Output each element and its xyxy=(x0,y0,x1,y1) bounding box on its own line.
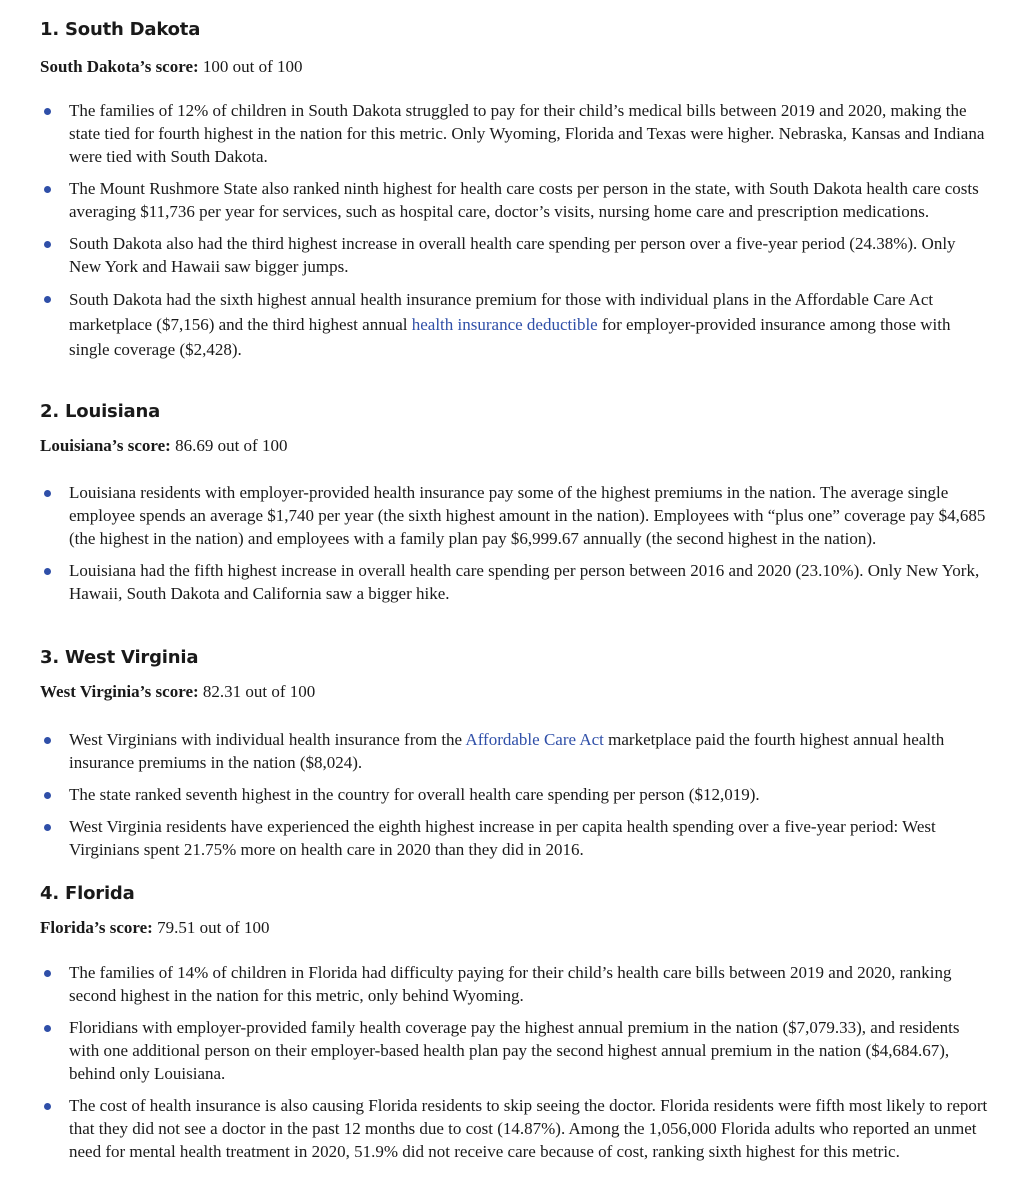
list-item xyxy=(40,961,990,1007)
score-line xyxy=(40,682,315,702)
section-heading: 3. West Virginia xyxy=(40,647,199,668)
bullet-dot xyxy=(44,1025,51,1032)
bullet-dot xyxy=(44,296,51,303)
bullet-list xyxy=(40,728,990,861)
bullet-dot xyxy=(44,490,51,497)
list-item xyxy=(40,481,990,550)
list-item-text: for employer-provided insurance among those with single coverage ($2,428). xyxy=(69,315,951,359)
bullet-dot xyxy=(44,824,51,831)
list-item xyxy=(40,287,990,362)
score-value: 86.69 out of 100 xyxy=(170,436,288,455)
bullet-dot xyxy=(44,792,51,799)
bullet-dot xyxy=(44,970,51,977)
list-item xyxy=(40,232,990,278)
bullet-dot xyxy=(44,1103,51,1110)
list-item-text: South Dakota also had the third highest increase in overall health care spending per person over a five-year period (24.38%). Only New York and Hawaii saw bigger jumps. xyxy=(69,234,956,276)
score-value: 79.51 out of 100 xyxy=(152,918,270,937)
list-item-text: The state ranked seventh highest in the country for overall health care spending per person ($12,019). xyxy=(69,785,760,804)
section-heading: 1. South Dakota xyxy=(40,19,201,40)
score-label: Florida’s score: xyxy=(40,918,153,937)
list-item-text: The families of 12% of children in South Dakota struggled to pay for their child’s medical bills between 2019 and 2020, making the state tied for fourth highest in the nation for this metric. Only Wyoming, Florida and Texas were higher. Nebraska, Kansas and Indiana were tied with South Dakota. xyxy=(69,101,985,166)
bullet-list xyxy=(40,481,990,605)
list-item-text: marketplace paid the fourth highest annual health insurance premiums in the nation ($8,024). xyxy=(69,730,945,772)
score-label: West Virginia’s score: xyxy=(40,682,199,701)
list-item xyxy=(40,559,990,605)
bullet-dot xyxy=(44,737,51,744)
list-item-text: Louisiana residents with employer-provided health insurance pay some of the highest premiums in the nation. The average single employee spends an average $1,740 per year (the sixth highest amount in the nation). Employees with “plus one” coverage pay $4,685 (the highest in the nation) and employees with a family plan pay $6,999.67 annually (the second highest in the nation). xyxy=(69,483,986,548)
score-label: Louisiana’s score: xyxy=(40,436,171,455)
list-item-text: South Dakota had the sixth highest annual health insurance premium for those with individual plans in the Affordable Care Act marketplace ($7,156) and the third highest annual xyxy=(69,290,934,334)
list-item xyxy=(40,1094,990,1163)
list-item-text: The cost of health insurance is also causing Florida residents to skip seeing the doctor. Florida residents were fifth most likely to report that they did not see a doctor in the past 12 months due to cost (14.87%). Among the 1,056,000 Florida adults who reported an unmet need for mental health treatment in 2020, 51.9% did not receive care because of cost, ranking sixth highest for this metric. xyxy=(69,1096,988,1161)
list-item xyxy=(40,99,990,168)
bullet-list xyxy=(40,99,990,362)
list-item-text: West Virginians with individual health insurance from the xyxy=(69,730,466,749)
section-heading: 2. Louisiana xyxy=(40,401,161,422)
score-line xyxy=(40,918,269,938)
list-item-text: The families of 14% of children in Florida had difficulty paying for their child’s health care bills between 2019 and 2020, ranking second highest in the nation for this metric, only behind Wyoming. xyxy=(69,963,952,1005)
list-item xyxy=(40,177,990,223)
list-item xyxy=(40,1016,990,1085)
list-item xyxy=(40,783,990,806)
section-heading: 4. Florida xyxy=(40,883,135,904)
score-line xyxy=(40,436,287,456)
bullet-dot xyxy=(44,568,51,575)
list-item-text: Floridians with employer-provided family health coverage pay the highest annual premium in the nation ($7,079.33), and residents with one additional person on their employer-based health plan pay the second highest annual premium in the nation ($4,684.67), behind only Louisiana. xyxy=(69,1018,960,1083)
bullet-dot xyxy=(44,108,51,115)
list-item xyxy=(40,728,990,774)
list-item-text: Louisiana had the fifth highest increase in overall health care spending per person between 2016 and 2020 (23.10%). Only New York, Hawaii, South Dakota and California saw a bigger hike. xyxy=(69,561,980,603)
score-line xyxy=(40,57,303,77)
bullet-dot xyxy=(44,241,51,248)
list-item-text: West Virginia residents have experienced the eighth highest increase in per capita health spending over a five-year period: West Virginians spent 21.75% more on health care in 2020 than they did in 2016. xyxy=(69,817,936,859)
list-item xyxy=(40,815,990,861)
bullet-list xyxy=(40,961,990,1163)
list-item-text: The Mount Rushmore State also ranked ninth highest for health care costs per person in the state, with South Dakota health care costs averaging $11,736 per year for services, such as hospital care, doctor’s visits, nursing home care and prescription medications. xyxy=(69,179,979,221)
score-value: 100 out of 100 xyxy=(198,57,303,76)
affordable-care-act-link[interactable]: Affordable Care Act xyxy=(465,730,604,749)
score-label: South Dakota’s score: xyxy=(40,57,199,76)
score-value: 82.31 out of 100 xyxy=(198,682,316,701)
health-insurance-deductible-link[interactable]: health insurance deductible xyxy=(411,315,598,334)
bullet-dot xyxy=(44,186,51,193)
